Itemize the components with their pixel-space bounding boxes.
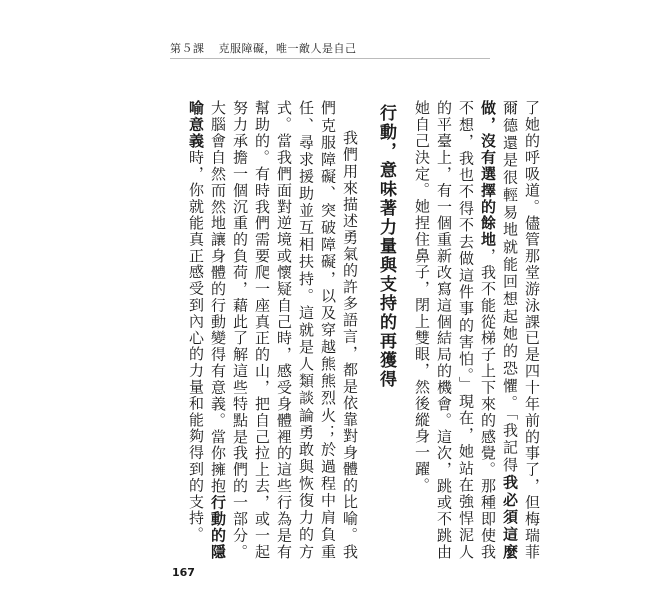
- vertical-text-body: [185, 100, 543, 560]
- section-heading: 行動，意味著力量與支持的再獲得: [376, 104, 396, 389]
- chapter-label: 第５課: [170, 42, 205, 55]
- paragraph-text: ，我不能從梯子上下來的感覺。那種即使我不想，我也不得不去做這件事的害怕。」現在，她站在強悍泥人的平臺上，有一個重新改寫這個結局的機會。這次，跳或不跳由她自己決定。她捏住鼻子，閉上雙眼，然後縱身一躍。: [413, 100, 497, 560]
- page-number: 167: [172, 566, 195, 579]
- header-divider: [170, 58, 490, 59]
- emphasis-text: 行動的隱喻意義: [187, 100, 227, 560]
- emphasis-text: 我必須這麼做，沒有選擇的餘地: [479, 100, 519, 561]
- paragraph-swim-story: [411, 100, 543, 560]
- chapter-title: 克服障礙，唯一敵人是自己: [218, 42, 357, 55]
- paragraph-courage-language: [185, 100, 361, 560]
- paragraph-text: 我們用來描述勇氣的許多語言，都是依靠對身體的比喻。我們克服障礙、突破障礙，以及穿越熊熊烈火；於過程中肩負重任、尋求援助並互相扶持。這就是人類談論勇敢與恢復力的方式。當我們面對逆境或懷疑自己時，感受身體裡的這些行為是有幫助的。有時我們需要爬一座真正的山，把自己拉上去，或一起努力承擔一個沉重的負荷，藉此了解這些特點是我們的一部分。大腦會自然而然地讓身體的行動變得有意義。當你擁抱: [209, 100, 359, 560]
- paragraph-text: 了她的呼吸道。儘管那堂游泳課已是四十年前的事了，但梅瑞菲爾德還是很輕易地就能回想起她的恐懼。「我記得: [501, 100, 541, 560]
- paragraph-text: 時，你就能真正感受到內心的力量和能夠得到的支持。: [187, 149, 205, 543]
- running-header: [170, 40, 367, 56]
